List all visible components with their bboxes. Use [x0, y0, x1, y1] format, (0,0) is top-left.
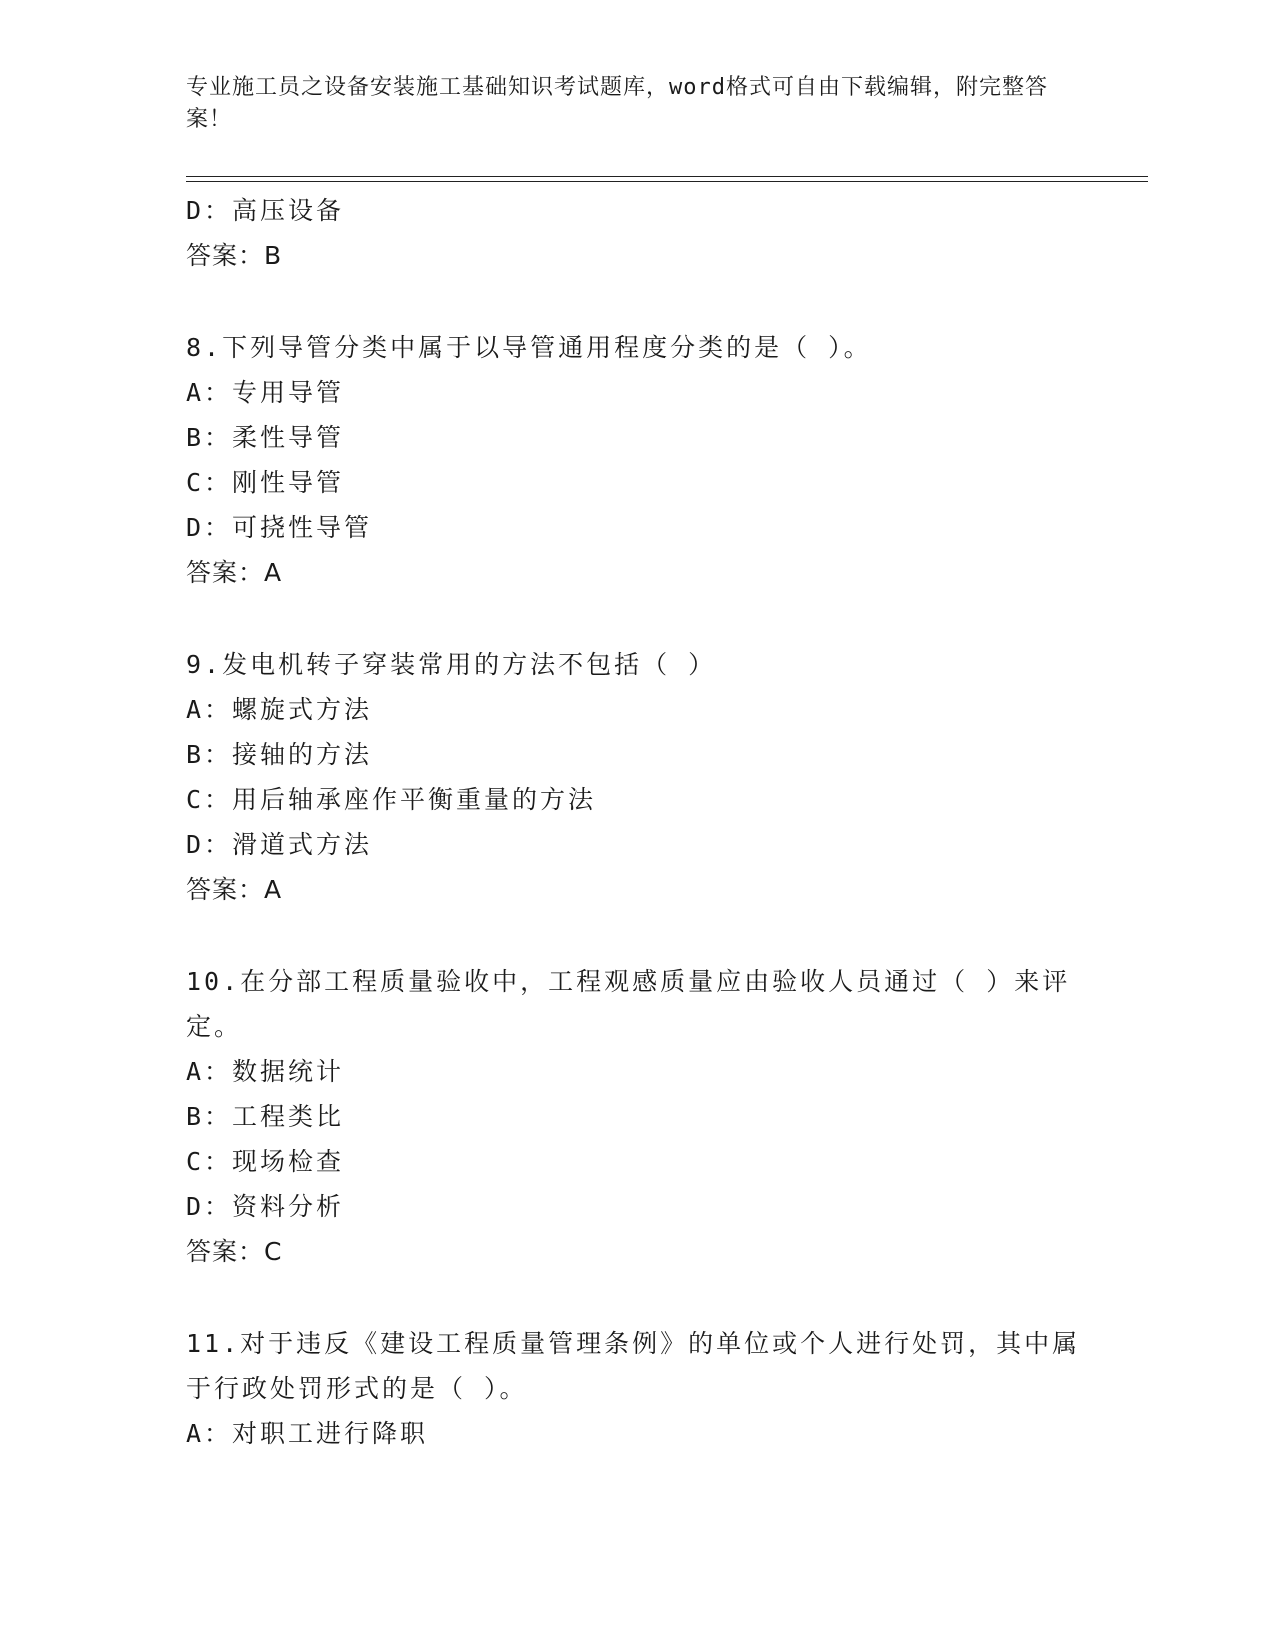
question-list: [186, 188, 1086, 1456]
option-c: C：现场检查: [186, 1147, 345, 1176]
option-d: D：高压设备: [186, 196, 345, 225]
option-a: A：专用导管: [186, 378, 345, 407]
answer-label: 答案：A: [186, 875, 283, 904]
question-text: 9.发电机转子穿装常用的方法不包括（ ）: [186, 650, 717, 679]
option-d: D：资料分析: [186, 1192, 345, 1221]
option-b: B：工程类比: [186, 1102, 345, 1131]
option-d: D：滑道式方法: [186, 830, 373, 859]
option-a: A：对职工进行降职: [186, 1419, 429, 1448]
answer-label: 答案：C: [186, 1237, 283, 1266]
document-header: 专业施工员之设备安装施工基础知识考试题库，word格式可自由下载编辑，附完整答案！: [186, 75, 1048, 132]
header-divider-bottom: [186, 181, 1148, 182]
option-b: B：接轴的方法: [186, 740, 373, 769]
question-text: 10.在分部工程质量验收中，工程观感质量应由验收人员通过（ ）来评定。: [186, 967, 1071, 1041]
answer-label: 答案：A: [186, 558, 283, 587]
option-c: C：用后轴承座作平衡重量的方法: [186, 785, 597, 814]
option-b: B：柔性导管: [186, 423, 345, 452]
option-d: D：可挠性导管: [186, 513, 373, 542]
question-text: 11.对于违反《建设工程质量管理条例》的单位或个人进行处罚，其中属于行政处罚形式的是（ ）。: [186, 1329, 1081, 1403]
option-c: C：刚性导管: [186, 468, 345, 497]
option-a: A：螺旋式方法: [186, 695, 373, 724]
question-text: 8.下列导管分类中属于以导管通用程度分类的是（ ）。: [186, 333, 872, 362]
option-a: A：数据统计: [186, 1057, 345, 1086]
header-divider-top: [186, 176, 1148, 177]
answer-label: 答案：B: [186, 241, 283, 270]
